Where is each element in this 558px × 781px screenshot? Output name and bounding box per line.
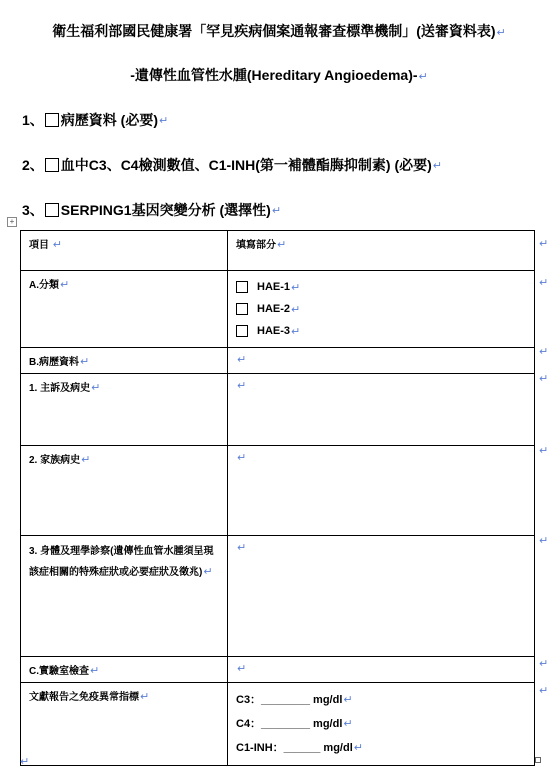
physical-row <box>21 536 535 657</box>
section-2: 2、 血中C3、C4檢測數值、C1-INH(第一補體酯脢抑制素) (必要) ↵ <box>22 157 443 173</box>
physical-label: 3. 身體及理學診察(遺傳性血管水腫須呈現該症相關的特殊症狀或必要症狀及徵兆)↵ <box>21 536 228 657</box>
section-1-checkbox[interactable] <box>45 113 59 127</box>
end-paragraph-mark: ↵ <box>20 756 30 768</box>
row-end-mark: ↵ <box>539 535 549 547</box>
page-subtitle: -遺傳性血管性水腫(Hereditary Angioedema)-↵ <box>130 67 428 83</box>
section-3-checkbox[interactable] <box>45 203 59 217</box>
classification-options <box>228 271 535 348</box>
page-title: 衛生福利部國民健康署「罕見疾病個案通報審查標準機制」(送審資料表)↵ <box>52 23 506 39</box>
classification-label: A.分類↵ <box>21 271 228 348</box>
classification-row <box>21 271 535 348</box>
history-field[interactable]: ↵ <box>228 348 535 374</box>
c3-value[interactable]: C3：________ mg/dl↵ <box>236 694 353 706</box>
family-row <box>21 446 535 536</box>
row-end-mark: ↵ <box>539 658 549 670</box>
chief-label: 1. 主訴及病史↵ <box>21 374 228 446</box>
row-end-mark: ↵ <box>539 238 549 250</box>
hae3-option[interactable]: HAE-3 ↵ <box>236 320 526 342</box>
row-end-mark: ↵ <box>539 445 549 457</box>
history-label: B.病歷資料↵ <box>21 348 228 374</box>
row-end-mark: ↵ <box>539 373 549 385</box>
chief-field[interactable]: ↵ <box>228 374 535 446</box>
table-resize-handle-icon[interactable] <box>535 757 541 763</box>
section-2-checkbox[interactable] <box>45 158 59 172</box>
family-field[interactable]: ↵ <box>228 446 535 536</box>
hae2-option[interactable]: HAE-2 ↵ <box>236 298 526 320</box>
section-3: 3、 SERPING1基因突變分析 (選擇性) ↵ <box>22 202 282 218</box>
row-end-mark: ↵ <box>539 277 549 289</box>
c4-value[interactable]: C4：________ mg/dl↵ <box>236 718 353 730</box>
hae1-option[interactable]: HAE-1 ↵ <box>236 276 526 298</box>
table-header-row <box>21 231 535 271</box>
section-1: 1、 病歷資料 (必要) ↵ <box>22 112 169 128</box>
row-end-mark: ↵ <box>539 685 549 697</box>
reference-row <box>21 683 535 766</box>
review-table <box>20 230 535 766</box>
row-end-mark: ↵ <box>539 346 549 358</box>
hae2-checkbox[interactable] <box>236 303 248 315</box>
physical-field[interactable]: ↵ <box>228 536 535 657</box>
hae3-checkbox[interactable] <box>236 325 248 337</box>
header-item-cell: 項目 ↵ <box>21 231 228 271</box>
reference-values <box>228 683 535 766</box>
table-move-handle-icon[interactable]: + <box>7 217 17 227</box>
history-row <box>21 348 535 374</box>
lab-label: C.實驗室檢查↵ <box>21 657 228 683</box>
lab-row <box>21 657 535 683</box>
family-label: 2. 家族病史↵ <box>21 446 228 536</box>
header-fill-cell: 填寫部分↵ <box>228 231 535 271</box>
lab-field[interactable]: ↵ <box>228 657 535 683</box>
hae1-checkbox[interactable] <box>236 281 248 293</box>
c1inh-value[interactable]: C1-INH：______ mg/dl↵ <box>236 742 363 754</box>
chief-row <box>21 374 535 446</box>
reference-label: 文獻報告之免疫異常指標↵ <box>21 683 228 766</box>
